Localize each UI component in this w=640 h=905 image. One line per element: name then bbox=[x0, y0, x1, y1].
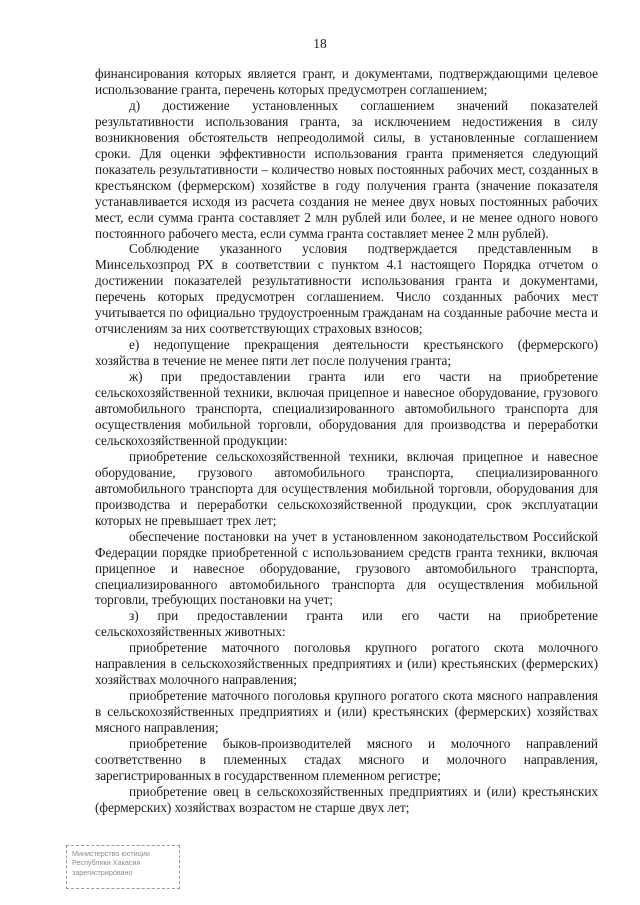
document-body bbox=[95, 66, 598, 816]
paragraph-equipment-purchase: приобретение сельскохозяйственной техники, включая прицепное и навесное оборудование, грузового автомобильного транспорта, специализированного автомобильного транспорта для осуществления мобильной торговли, оборудования для производства и переработки сельскохозяйственной продукции, срок эксплуатации которых не превышает трех лет; bbox=[95, 448, 598, 528]
paragraph-item-d: д) достижение установленных соглашением значений показателей результативности использования гранта, за исключением недостижения в силу возникновения обстоятельств непреодолимой силы, в установленные соглашением сроки. Для оценки эффективности использования гранта применяется следующий показатель результативности – количество новых постоянных рабочих мест, созданных в крестьянском (фермерском) хозяйстве в году получения гранта (значение показателя устанавливается исходя из расчета создания не менее двух новых постоянных рабочих мест, если сумма гранта составляет 2 млн рублей или более, и не менее одного нового постоянного рабочего места, если сумма гранта составляет менее 2 млн рублей). bbox=[95, 97, 598, 241]
paragraph-dairy-cattle: приобретение маточного поголовья крупного рогатого скота молочного направления в сельскохозяйственных предприятиях и (или) крестьянских (фермерских) хозяйствах молочного направления; bbox=[95, 640, 598, 688]
paragraph-sheep: приобретение овец в сельскохозяйственных предприятиях и (или) крестьянских (фермерских) хозяйствах возрастом не старше двух лет; bbox=[95, 783, 598, 815]
paragraph-continuation: финансирования которых является грант, и документами, подтверждающими целевое использование гранта, перечень которых предусмотрен соглашением; bbox=[95, 66, 598, 97]
stamp-line: зарегистрировано bbox=[72, 867, 133, 877]
paragraph-item-e: е) недопущение прекращения деятельности крестьянского (фермерского) хозяйства в течение не менее пяти лет после получения гранта; bbox=[95, 337, 598, 369]
paragraph-item-zh: ж) при предоставлении гранта или его части на приобретение сельскохозяйственной техники, включая прицепное и навесное оборудование, грузового автомобильного транспорта, специализированного автомобильного транспорта для осуществления мобильной торговли, оборудования для производства и переработки сельскохозяйственной продукции: bbox=[95, 369, 598, 448]
paragraph-beef-cattle: приобретение маточного поголовья крупного рогатого скота мясного направления в сельскохозяйственных предприятиях и (или) крестьянских (фермерских) хозяйствах мясного направления; bbox=[95, 688, 598, 736]
paragraph-registration: обеспечение постановки на учет в установленном законодательством Российской Федерации порядке приобретенной с использованием средств гранта техники, включая прицепное и навесное оборудование, грузового автомобильного транспорта, специализированного автомобильного транспорта для осуществления мобильной торговли, требующих постановки на учет; bbox=[95, 528, 598, 608]
page-number: 18 bbox=[313, 36, 327, 51]
paragraph-item-z: з) при предоставлении гранта или его части на приобретение сельскохозяйственных животных: bbox=[95, 608, 598, 640]
registration-stamp bbox=[66, 845, 180, 889]
paragraph-bulls: приобретение быков-производителей мясного и молочного направлений соответственно в племенных стадах мясного и молочного направления, зарегистрированных в государственном племенном регистре; bbox=[95, 736, 598, 783]
stamp-line: Министерство юстиции bbox=[72, 849, 150, 858]
paragraph-compliance-confirmation: Соблюдение указанного условия подтверждается представленным в Минсельхозпрод РХ в соответствии с пунктом 4.1 настоящего Порядка отчетом о достижении показателей результативности использования гранта и документами, перечень которых предусмотрен соглашением. Число созданных рабочих мест учитывается по официально трудоустроенным гражданам на созданные рабочие места и отчислениям за них соответствующих страховых взносов; bbox=[95, 241, 598, 337]
stamp-line: Республики Хакасия bbox=[72, 858, 141, 868]
